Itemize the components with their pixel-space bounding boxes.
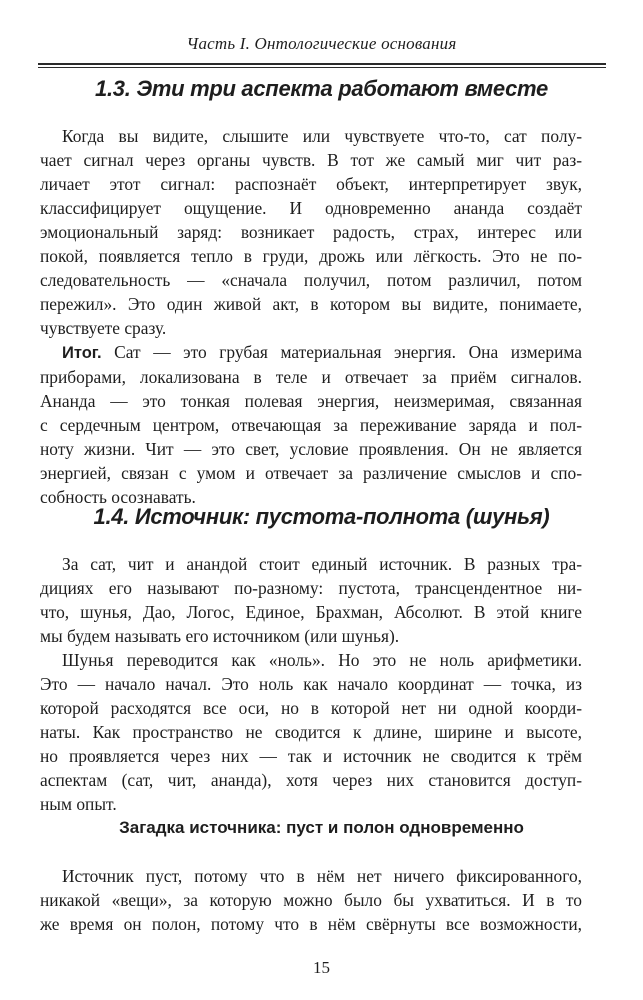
text-line: Ананда — это тонкая полевая энергия, неизмеримая, связанная [40,391,582,411]
text-line: личает этот сигнал: распознаёт объект, интерпретирует звук, [40,174,582,194]
text-line: классифицирует ощущение. И одновременно ананда создаёт [40,198,582,218]
header-rule-thin [38,67,606,68]
text-line: наты. Как пространство не сводится к длине, ширине и высоте, [40,722,582,742]
text-line: ноту жизни. Чит — это свет, условие проявления. Он не является [40,439,582,459]
text-line: Когда вы видите, слышите или чувствуете что-то, сат полу- [62,126,582,146]
text-line: дициях его называют по-разному: пустота, трансцендентное ни- [40,578,582,598]
paragraph-1-4-b [40,648,582,816]
text-line: никакой «вещи», за которую можно было бы ухватиться. И в то [40,890,582,910]
text-line: же время он полон, потому что в нём свёрнуты все возможности, [40,914,582,934]
text-line: За сат, чит и анандой стоит единый источник. В разных тра- [62,554,582,574]
text-line: аспектам (сат, чит, ананда), хотя через них становится доступ- [40,770,582,790]
paragraph-1-3-summary [40,340,582,509]
text-line: Шунья переводится как «ноль». Но это не ноль арифметики. [62,650,582,670]
section-title-1-4: 1.4. Источник: пустота-полнота (шунья) [93,504,550,529]
running-head: Часть I. Онтологические основания [186,34,457,53]
page-number: 15 [313,958,330,977]
text-line: приборами, локализована в теле и отвечает за приём сигналов. [40,367,582,387]
text-line: эмоциональный заряд: возникает радость, страх, интерес или [40,222,582,242]
summary-label: Итог. [62,344,102,362]
text-line: покой, появляется тепло в груди, дрожь или лёгкость. Это не по- [40,246,582,266]
subsection-body [40,864,582,936]
text-line: чувствуете сразу. [40,318,167,338]
text-line: но проявляется через них — так и источник не сводится к трём [40,746,582,766]
text-line: пережил». Это один живой акт, в котором вы видите, понимаете, [40,294,582,314]
text-line: следовательность — «сначала получил, потом различил, потом [40,270,582,290]
text-line: Источник пуст, потому что в нём нет ничего фиксированного, [62,866,582,886]
paragraph-1-3-a [40,124,582,340]
paragraph-1-4-a [40,552,582,648]
text-line [62,340,582,365]
text-line: мы будем называть его источником (или шунья). [40,626,400,646]
text-line: Это — начало начал. Это ноль как начало координат — точка, из [40,674,582,694]
subsection-title: Загадка источника: пуст и полон одновременно [119,818,524,837]
section-1-4-body [40,552,582,816]
text-line: которой расходятся все оси, но в которой нет ни одной коорди- [40,698,582,718]
header-rule [38,63,606,65]
text-line: что, шунья, Дао, Логос, Единое, Брахман, Абсолют. В этой книге [40,602,582,622]
section-1-3-body [40,124,582,509]
text-line: чает сигнал через органы чувств. В тот же самый миг чит раз- [40,150,582,170]
text-line: энергией, связан с умом и отвечает за различение смыслов и спо- [40,463,582,483]
text-line: ным опыт. [40,794,117,814]
text-line: с сердечным центром, отвечающая за переживание заряда и пол- [40,415,582,435]
summary-first-line: Сат — это грубая материальная энергия. Она измерима [101,342,582,362]
section-title-1-3: 1.3. Эти три аспекта работают вместе [95,76,548,101]
text-line: собность осознавать. [40,487,196,507]
